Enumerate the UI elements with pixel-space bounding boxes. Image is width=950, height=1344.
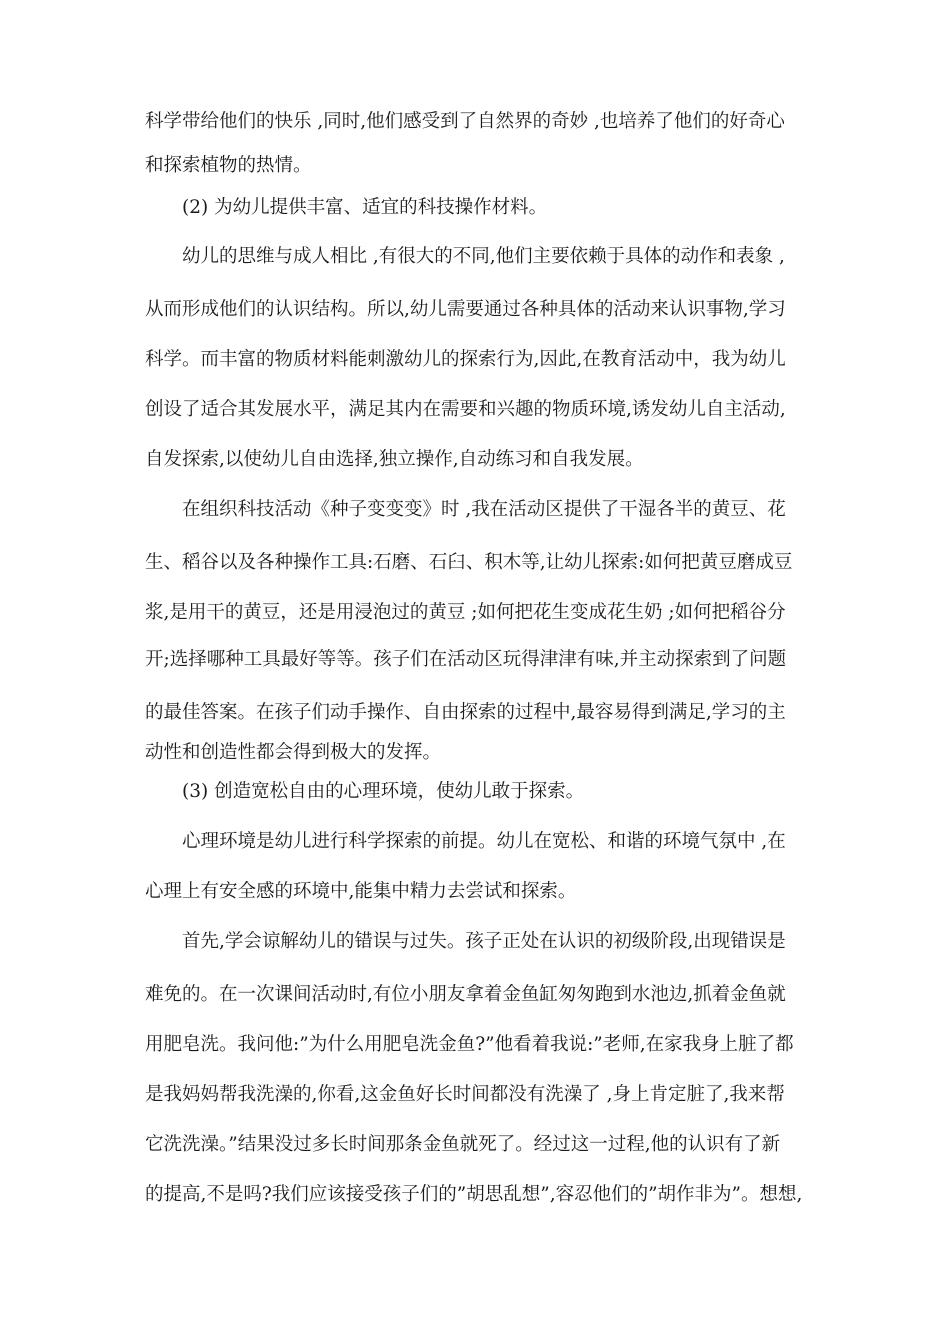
text-line: 在组织科技活动《种子变变变》时 ,我在活动区提供了干湿各半的黄豆、花 xyxy=(182,499,786,520)
section-heading: (2) 为幼儿提供丰富、适宜的科技操作材料。 xyxy=(182,197,548,218)
text-line: 是我妈妈帮我洗澡的,你看,这金鱼好长时间都没有洗澡了 ,身上肯定脏了,我来帮 xyxy=(145,1084,785,1105)
text-line: 科学。而丰富的物质材料能刺激幼儿的探索行为,因此,在教育活动中，我为幼儿 xyxy=(145,349,786,370)
text-line: 浆,是用干的黄豆，还是用浸泡过的黄豆 ;如何把花生变成花生奶 ;如何把稻谷分 xyxy=(145,602,786,623)
text-line: 的提高,不是吗?我们应该接受孩子们的”胡思乱想”,容忍他们的”胡作非为”。想想, xyxy=(145,1184,803,1205)
text-line: 创设了适合其发展水平，满足其内在需要和兴趣的物质环境,诱发幼儿自主活动, xyxy=(145,399,786,420)
text-line: 它洗洗澡。”结果没过多长时间那条金鱼就死了。经过这一过程,他的认识有了新 xyxy=(145,1134,781,1155)
text-line: 的最佳答案。在孩子们动手操作、自由探索的过程中,最容易得到满足,学习的主 xyxy=(145,702,786,723)
text-line: 心理上有安全感的环境中,能集中精力去尝试和探索。 xyxy=(145,881,577,902)
text-line: 自发探索,以使幼儿自由选择,独立操作,自动练习和自我发展。 xyxy=(145,449,644,470)
text-line: 科学带给他们的快乐 ,同时,他们感受到了自然界的奇妙 ,也培养了他们的好奇心 xyxy=(145,111,785,132)
text-line: 难免的。在一次课间活动时,有位小朋友拿着金鱼缸匆匆跑到水池边,抓着金鱼就 xyxy=(145,984,786,1005)
text-line: 生、稻谷以及各种操作工具:石磨、石臼、积木等,让幼儿探索:如何把黄豆磨成豆 xyxy=(145,552,793,573)
text-line: 幼儿的思维与成人相比 ,有很大的不同,他们主要依赖于具体的动作和表象 , xyxy=(182,246,785,267)
text-line: 动性和创造性都会得到极大的发挥。 xyxy=(145,742,442,763)
text-line: 用肥皂洗。我问他:”为什么用肥皂洗金鱼?”他看着我说:”老师,在家我身上脏了都 xyxy=(145,1034,794,1055)
text-line: 开;选择哪种工具最好等等。孩子们在活动区玩得津津有味,并主动探索到了问题 xyxy=(145,649,787,670)
text-line: 从而形成他们的认识结构。所以,幼儿需要通过各种具体的活动来认识事物,学习 xyxy=(145,299,786,320)
text-line: 和探索植物的热情。 xyxy=(145,155,312,176)
section-heading: (3) 创造宽松自由的心理环境，使幼儿敢于探索。 xyxy=(182,781,585,802)
text-line: 心理环境是幼儿进行科学探索的前提。幼儿在宽松、和谐的环境气氛中 ,在 xyxy=(182,831,786,852)
text-line: 首先,学会谅解幼儿的错误与过失。孩子正处在认识的初级阶段,出现错误是 xyxy=(182,931,786,952)
